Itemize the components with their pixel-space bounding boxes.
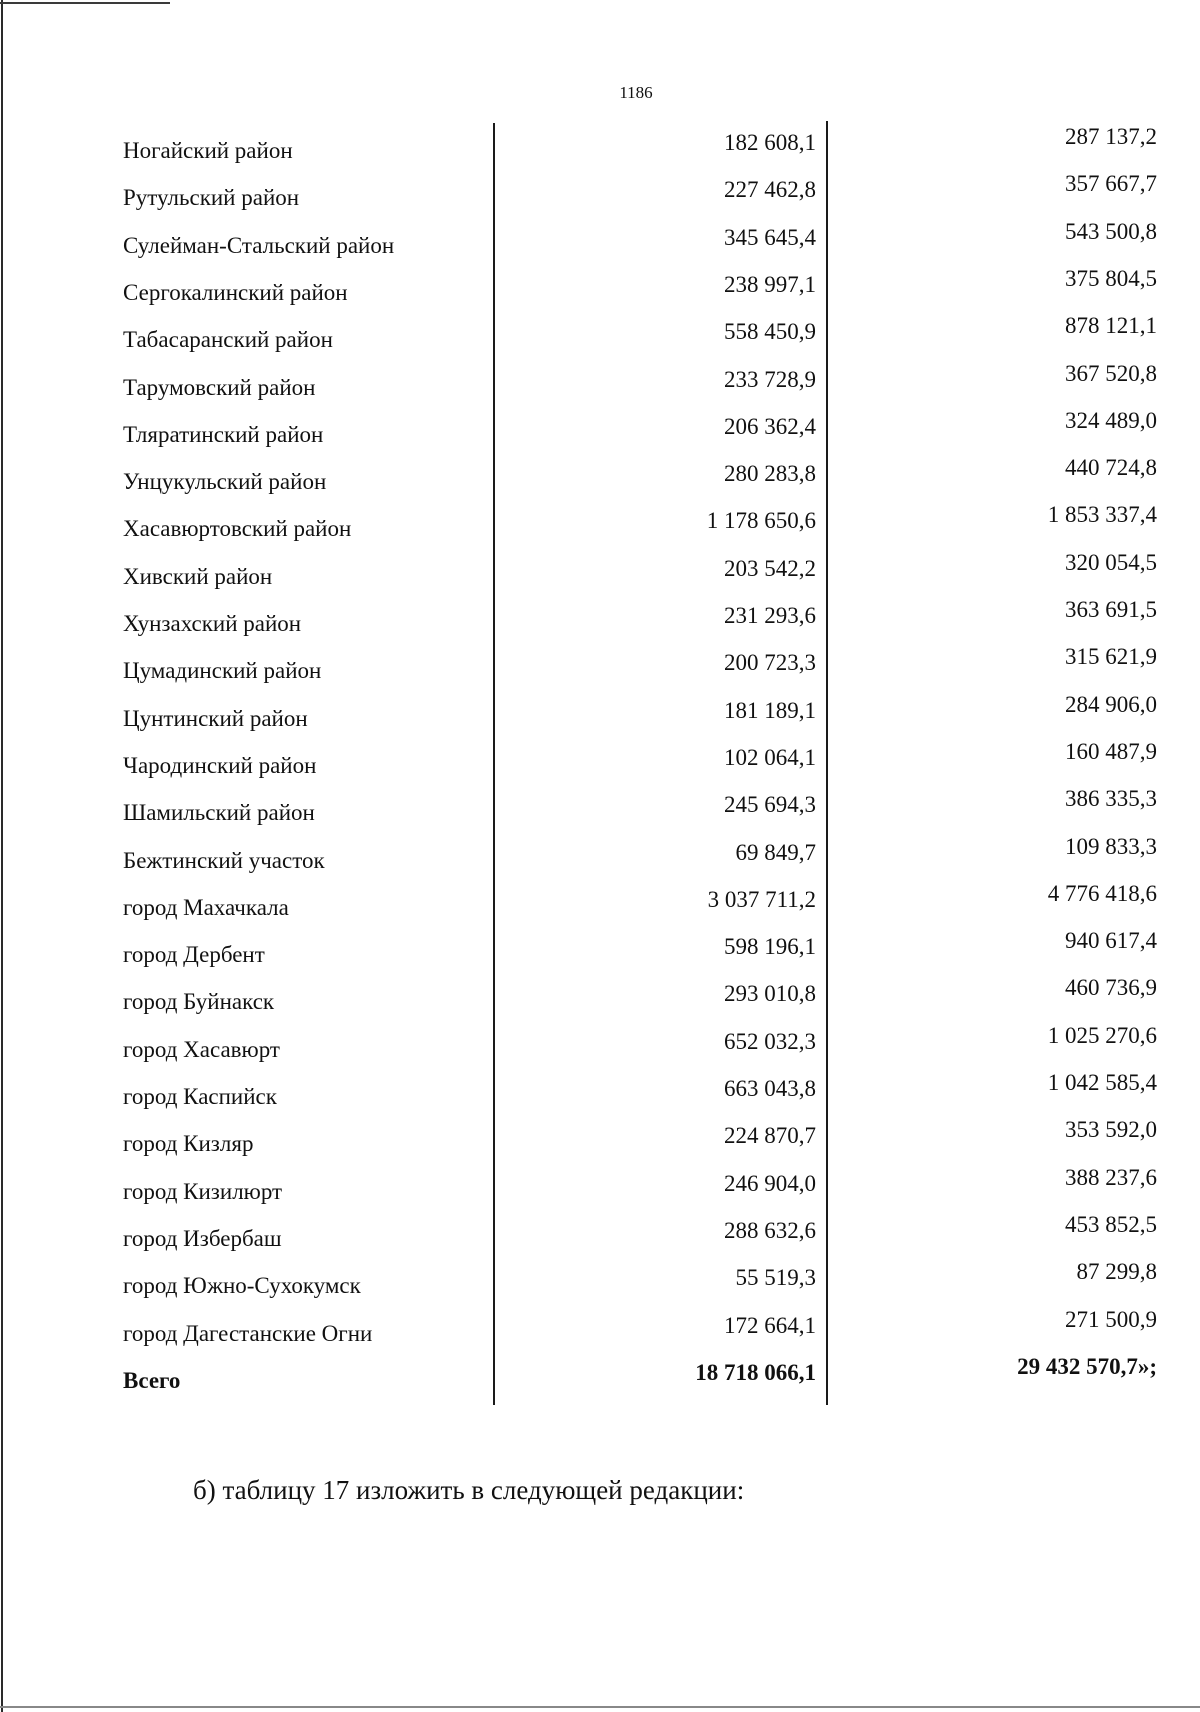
table-row (0, 1305, 1200, 1352)
table-row (0, 784, 1200, 831)
value-column-1: 227 462,8 (724, 177, 816, 203)
district-name: город Южно-Сухокумск (123, 1273, 361, 1299)
value-column-2: 4 776 418,6 (1047, 880, 1157, 906)
district-name: Бежтинский участок (123, 847, 325, 873)
total-label: Всего (123, 1367, 181, 1393)
district-name: город Дербент (123, 942, 265, 968)
district-name: Табасаранский район (123, 327, 333, 353)
district-name: Тляратинский район (123, 421, 324, 447)
value-column-2: 287 137,2 (1065, 124, 1157, 149)
district-name: Сулейман-Стальский район (123, 232, 395, 258)
table-row (0, 453, 1200, 500)
table-row (0, 548, 1200, 595)
value-column-1: 1 178 650,6 (706, 508, 816, 534)
value-column-2: 367 520,8 (1065, 360, 1157, 386)
value-column-2: 324 489,0 (1065, 407, 1157, 433)
value-column-1: 224 870,7 (724, 1123, 816, 1149)
value-column-1: 231 293,6 (724, 603, 816, 628)
scan-top-edge (0, 2, 170, 4)
table-row (0, 311, 1200, 358)
value-column-1: 182 608,1 (724, 130, 816, 155)
value-column-1: 663 043,8 (724, 1076, 816, 1101)
value-column-2: 386 335,3 (1065, 786, 1157, 812)
district-name: город Дагестанские Огни (123, 1320, 373, 1346)
value-column-1: 345 645,4 (724, 224, 816, 250)
value-column-2: 375 804,5 (1065, 265, 1157, 291)
district-name: Шамильский район (123, 800, 315, 826)
total-value-1: 18 718 066,1 (695, 1359, 816, 1385)
footer-instruction: б) таблицу 17 изложить в следующей редакции: (193, 1475, 745, 1505)
district-name: Рутульский район (123, 185, 300, 211)
total-row (0, 1352, 1200, 1399)
table-row (0, 1210, 1200, 1257)
value-column-2: 878 121,1 (1065, 313, 1157, 339)
district-name: Сергокалинский район (123, 279, 348, 305)
district-name: Цумадинский район (123, 658, 322, 684)
scan-bottom-edge (0, 1706, 1200, 1708)
district-name: Хивский район (123, 563, 273, 589)
district-name: Чародинский район (123, 752, 317, 778)
district-name: город Избербаш (123, 1225, 282, 1251)
table-row (0, 973, 1200, 1020)
value-column-1: 293 010,8 (724, 981, 816, 1007)
district-name: Цунтинский район (123, 705, 308, 731)
table-row (0, 169, 1200, 216)
value-column-2: 363 691,5 (1065, 597, 1157, 622)
district-name: Унцукульский район (123, 469, 327, 495)
district-name: Ногайский район (123, 138, 293, 163)
value-column-1: 246 904,0 (724, 1170, 816, 1196)
value-column-1: 69 849,7 (735, 839, 816, 865)
table-row (0, 1257, 1200, 1304)
value-column-2: 440 724,8 (1065, 455, 1157, 481)
value-column-2: 460 736,9 (1065, 975, 1157, 1001)
value-column-1: 245 694,3 (724, 792, 816, 818)
district-name: город Махачкала (123, 894, 289, 920)
value-column-2: 109 833,3 (1065, 833, 1157, 859)
value-column-1: 102 064,1 (724, 744, 816, 770)
value-column-2: 1 853 337,4 (1047, 502, 1157, 528)
value-column-2: 320 054,5 (1065, 549, 1157, 575)
value-column-2: 453 852,5 (1065, 1211, 1157, 1237)
table-row (0, 642, 1200, 689)
value-column-2: 87 299,8 (1076, 1259, 1157, 1285)
value-column-1: 280 283,8 (724, 461, 816, 487)
table-row (0, 500, 1200, 547)
value-column-2: 315 621,9 (1065, 644, 1157, 670)
value-column-2: 353 592,0 (1065, 1117, 1157, 1143)
value-column-2: 1 025 270,6 (1047, 1022, 1157, 1048)
table-row (0, 832, 1200, 879)
table-row (0, 406, 1200, 453)
value-column-2: 940 617,4 (1065, 928, 1157, 954)
table-row (0, 690, 1200, 737)
value-column-1: 181 189,1 (724, 697, 816, 723)
value-column-2: 543 500,8 (1065, 218, 1157, 244)
table-row (0, 1021, 1200, 1068)
table-row (0, 926, 1200, 973)
value-column-1: 233 728,9 (724, 366, 816, 392)
value-column-1: 200 723,3 (724, 650, 816, 676)
value-column-2: 160 487,9 (1065, 738, 1157, 764)
table-row (0, 737, 1200, 784)
district-name: город Хасавюрт (123, 1036, 280, 1062)
value-column-1: 172 664,1 (724, 1312, 816, 1338)
value-column-1: 288 632,6 (724, 1217, 816, 1243)
table-row (0, 217, 1200, 264)
district-name: Хасавюртовский район (123, 516, 352, 542)
total-value-2: 29 432 570,7»; (1017, 1353, 1157, 1379)
district-name: город Кизляр (123, 1131, 254, 1157)
value-column-1: 3 037 711,2 (707, 886, 816, 912)
value-column-1: 238 997,1 (724, 271, 816, 297)
page-number: 1186 (619, 83, 653, 102)
table-row (0, 122, 1200, 169)
value-column-1: 55 519,3 (735, 1265, 816, 1291)
table-row (0, 879, 1200, 926)
value-column-2: 388 237,6 (1065, 1164, 1157, 1190)
value-column-1: 652 032,3 (724, 1028, 816, 1054)
district-name: Хунзахский район (123, 611, 302, 636)
table-row (0, 264, 1200, 311)
district-name: город Кизилюрт (123, 1178, 283, 1204)
table-row (0, 1068, 1200, 1115)
value-column-1: 206 362,4 (724, 413, 816, 439)
value-column-2: 284 906,0 (1065, 691, 1157, 717)
value-column-1: 558 450,9 (724, 319, 816, 345)
table-row (0, 359, 1200, 406)
value-column-2: 271 500,9 (1065, 1306, 1157, 1332)
value-column-2: 1 042 585,4 (1047, 1070, 1157, 1095)
district-name: город Буйнакск (123, 989, 275, 1015)
value-column-2: 357 667,7 (1065, 171, 1157, 197)
value-column-1: 598 196,1 (724, 934, 816, 960)
table-row (0, 1163, 1200, 1210)
value-column-1: 203 542,2 (724, 555, 816, 581)
table-row (0, 595, 1200, 642)
district-name: город Каспийск (123, 1084, 277, 1109)
district-name: Тарумовский район (123, 374, 316, 400)
table-row (0, 1115, 1200, 1162)
